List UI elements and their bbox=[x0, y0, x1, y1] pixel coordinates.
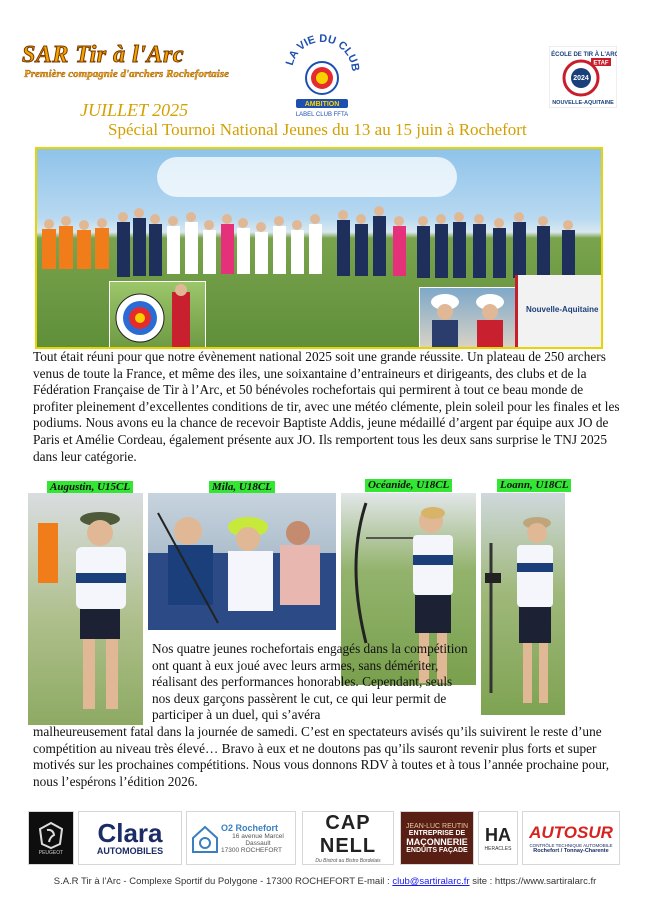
ecole-badge: ETAF bbox=[593, 60, 609, 67]
peugeot-lion-icon bbox=[36, 820, 66, 850]
body-paragraph-top: Nos quatre jeunes rochefortais engagés dans la compétition ont quant à eux joué avec leurs armes, sans démériter, réalisant des performances honorables. Cependant, seuls nos deux garçons passèrent le cut, ce qui leur permit de participer à un duel, qui s’avéra bbox=[152, 641, 468, 723]
sponsor-heracles[interactable] bbox=[478, 811, 518, 865]
sponsor-capnell[interactable] bbox=[302, 811, 394, 865]
capnell-sub: Du Bistrot au Bistro Bordelais bbox=[315, 858, 381, 864]
archer-label-mila: Mila, U18CL bbox=[209, 481, 275, 494]
photo-loann bbox=[481, 493, 565, 715]
sponsor-peugeot[interactable] bbox=[28, 811, 74, 865]
autosur-sub: CONTRÔLE TECHNIQUE AUTOMOBILE bbox=[529, 842, 613, 848]
event-subtitle: Spécial Tournoi National Jeunes du 13 au 15 juin à Rochefort bbox=[108, 120, 527, 139]
sponsor-o2[interactable] bbox=[186, 811, 296, 865]
intro-paragraph: Tout était réuni pour que notre évènement national 2025 soit une grande réussite. Un plateau de 250 archers venus de toute la France, et même des iles, une soixantaine d’entraineurs et dirigeants, des clubs et de la Fédération Française de Tir à l’Arc, et 50 bénévoles rochefortais qui permirent à tout ce beau monde de profiter pleinement d’excellentes conditions de tir, avec une météo clémente, plein soleil pour les finales et les podiums. Nous avons eu la chance de recevoir Baptiste Addis, jeune médaillé d’argent par équipe aux JO de Paris et Amélie Cordeau, également présente aux JO. Ils remportent tous les deux sans surprise le TNJ 2025 dans leur catégorie. bbox=[33, 349, 620, 464]
ecole-year: 2024 bbox=[573, 75, 589, 82]
region-banner-text: Nouvelle-Aquitaine bbox=[526, 305, 599, 314]
month-heading: JUILLET 2025 bbox=[80, 100, 189, 120]
photo-mila bbox=[148, 493, 336, 630]
footer bbox=[0, 876, 650, 887]
archer-label-loann: Loann, U18CL bbox=[497, 479, 571, 492]
club-tagline: Première compagnie d'archers Rochefortaise bbox=[24, 68, 230, 80]
reutin-line-4: ENDUITS FAÇADE bbox=[406, 846, 468, 854]
reutin-name: JEAN-LUC REUTIN bbox=[405, 822, 469, 830]
footer-email-link[interactable]: club@sartiralarc.fr bbox=[392, 876, 470, 887]
o2-address-2: 17300 ROCHEFORT bbox=[221, 846, 282, 854]
photo-augustin bbox=[28, 493, 143, 725]
region-banner bbox=[515, 275, 603, 347]
sponsor-bar bbox=[28, 811, 620, 865]
footer-address: S.A.R Tir à l’Arc - Complexe Sportif du Polygone - 17300 ROCHEFORT E-mail : bbox=[53, 876, 393, 887]
footer-site[interactable]: https://www.sartiralarc.fr bbox=[494, 876, 597, 887]
label-text: LABEL CLUB FFTA bbox=[295, 112, 349, 118]
clara-name: Clara bbox=[97, 818, 163, 848]
o2-title: O2 Rochefort bbox=[221, 822, 279, 833]
ecole-region: NOUVELLE-AQUITAINE bbox=[552, 100, 614, 106]
sponsor-clara[interactable] bbox=[78, 811, 182, 865]
archer-label-oceanide: Océanide, U18CL bbox=[365, 479, 452, 492]
o2-address-1: 16 avenue Marcel Dassault bbox=[232, 832, 284, 847]
ecole-tir-logo bbox=[549, 46, 617, 108]
coach-inset-photo bbox=[419, 287, 516, 349]
group-photo bbox=[35, 147, 603, 349]
capnell-name: CAP NELL bbox=[319, 812, 377, 857]
ecole-title: ÉCOLE DE TIR À L'ARC bbox=[551, 52, 617, 58]
clouds bbox=[157, 157, 457, 197]
vie-du-club-text: LA VIE DU CLUB bbox=[283, 32, 362, 73]
reutin-line-3: MAÇONNERIE bbox=[406, 836, 468, 847]
footer-site-label: site : bbox=[469, 876, 495, 887]
peugeot-label: PEUGEOT bbox=[38, 850, 64, 856]
body-paragraph-bottom: malheureusement fatal dans la journée de samedi. C’est en spectateurs avisés qu’ils suivirent le reste d’une compétition au niveau très élevé… Bravo à eux et ne doutons pas qu’ils sauront revenir plus forts et super motivés sur les prochaines compétitions. Nous vous donnons RDV à toutes et à tous l’année prochaine pour, nous l’espérons l’édition 2026. bbox=[33, 724, 610, 789]
heracles-label: HERACLES bbox=[484, 845, 512, 852]
reutin-line-2: ENTREPRISE DE bbox=[408, 829, 466, 837]
club-name: SAR Tir à l'Arc bbox=[22, 42, 184, 68]
autosur-address: Rochefort / Tonnay-Charente bbox=[533, 847, 609, 854]
autosur-name: AUTOSUR bbox=[529, 822, 613, 842]
target-inset-photo bbox=[109, 281, 206, 349]
o2-house-icon bbox=[191, 824, 219, 854]
archer-label-augustin: Augustin, U15CL bbox=[47, 481, 133, 494]
clara-sub: AUTOMOBILES bbox=[96, 846, 164, 856]
sponsor-autosur[interactable] bbox=[522, 811, 620, 865]
ambition-text: AMBITION bbox=[304, 101, 340, 108]
sponsor-reutin[interactable] bbox=[400, 811, 474, 865]
heracles-logo-icon: HA bbox=[485, 824, 511, 845]
vie-du-club-logo bbox=[282, 30, 362, 120]
